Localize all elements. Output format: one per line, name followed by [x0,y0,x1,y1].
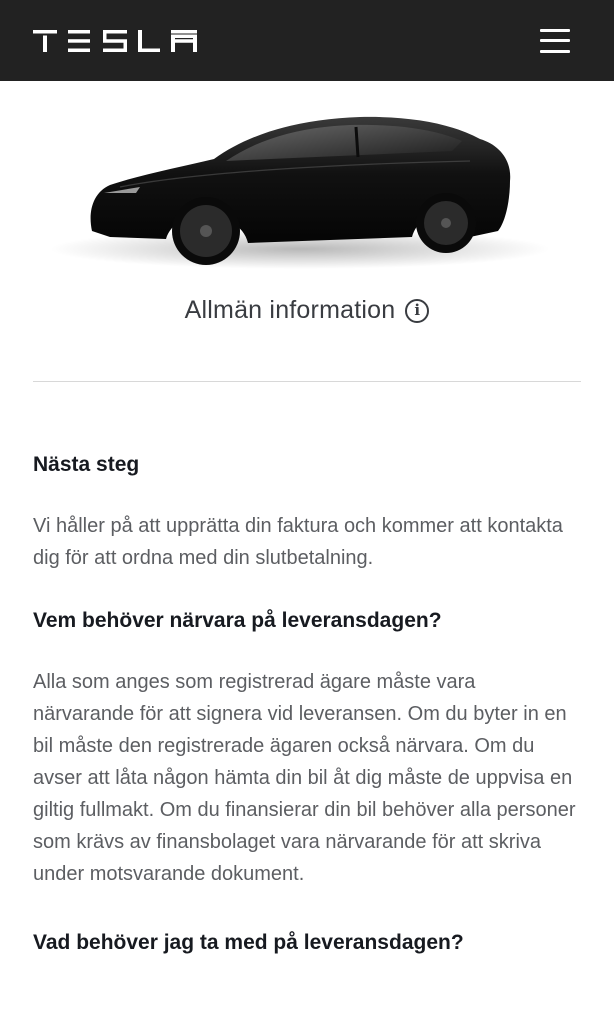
section-heading-who-attends: Vem behöver närvara på leveransdagen? [33,609,442,632]
menu-line [540,29,570,32]
menu-line [540,39,570,42]
hamburger-menu-icon[interactable] [540,29,572,53]
black-model-3-car-icon [0,81,614,281]
car-hero-image [0,81,614,281]
section-body-next-steps: Vi håller på att upprätta din faktura och kommer att kontakta dig för att ordna med din slutbetalning. [33,515,563,569]
general-info-heading [0,296,614,325]
tesla-logo[interactable] [33,30,197,52]
section-body-who-attends: Alla som anges som registrerad ägare måste vara närvarande för att signera vid leveransen. Om du byter in en bil måste den registrerade ägaren också närvara. Om du avser att låta någon hämta din bil åt dig måste de uppvisa en giltig fullmakt. Om du finansierar din bil behöver alla personer som krävs av finansbolaget vara närvarande för att skriva under motsvarande dokument. [33,671,576,885]
menu-line [540,50,570,53]
general-info-title: Allmän information [184,296,396,324]
delivery-info-content [33,448,581,960]
section-heading-what-to-bring: Vad behöver jag ta med på leveransdagen? [33,931,464,954]
section-heading-next-steps: Nästa steg [33,453,140,476]
top-navigation-bar [0,0,614,81]
info-icon[interactable]: i [405,299,429,323]
section-divider [33,381,581,382]
